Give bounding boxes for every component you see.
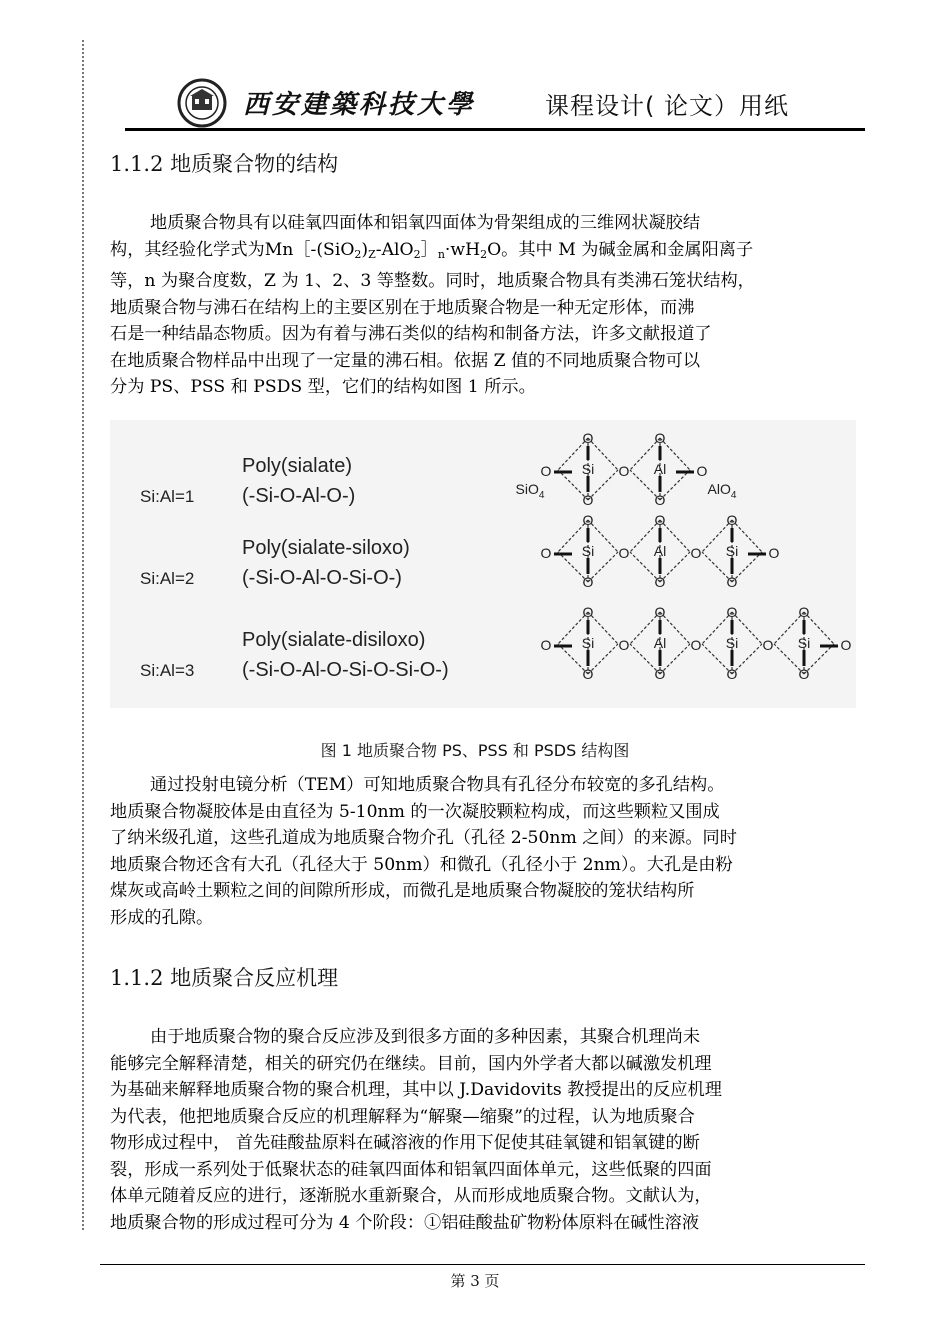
bridging-oxygen-atom: O xyxy=(690,545,702,561)
section-heading-mechanism: 1.1.2 地质聚合反应机理 xyxy=(110,966,339,990)
alo4-label: AlO$_4$ xyxy=(707,481,737,501)
polymer-formula-2: (-Si-O-Al-O-Si-O-) xyxy=(242,567,402,589)
bridging-oxygen-atom: O xyxy=(618,463,630,479)
oxygen-atom: O xyxy=(582,512,594,528)
page-number: 第 3 页 xyxy=(450,1272,500,1290)
text-line: 为代表，他把地质聚合反应的机理解释为“解聚—缩聚”的过程，认为地质聚合 xyxy=(110,1106,695,1127)
section-heading-structure: 1.1.2 地质聚合物的结构 xyxy=(110,152,339,176)
text-line: 地质聚合物与沸石在结构上的主要区别在于地质聚合物是一种无定形体，而沸 xyxy=(110,297,695,318)
text-line: 为基础来解释地质聚合物的聚合机理，其中以 J.Davidovits 教授提出的反应机理 xyxy=(110,1080,722,1100)
oxygen-atom: O xyxy=(768,545,780,561)
text-line: 地质聚合物具有以硅氧四面体和铝氧四面体为骨架组成的三维网状凝胶结 xyxy=(150,213,701,233)
footer-rule xyxy=(100,1264,865,1265)
oxygen-atom: O xyxy=(798,666,810,682)
oxygen-atom: O xyxy=(654,604,666,620)
paragraph-mechanism xyxy=(110,1024,858,1236)
polymer-name-1: Poly(sialate) xyxy=(242,455,353,477)
polymer-name-3: Poly(sialate-disiloxo) xyxy=(242,629,426,651)
paper-type-title: 课程设计( 论文）用纸 xyxy=(545,92,789,120)
silicon-atom: Si xyxy=(581,461,595,477)
page-header xyxy=(125,72,865,134)
oxygen-atom: O xyxy=(726,574,738,590)
oxygen-atom: O xyxy=(696,463,708,479)
text-line: 地质聚合物的形成过程可分为 4 个阶段：①铝硅酸盐矿物粉体原料在碱性溶液 xyxy=(110,1212,700,1233)
ratio-label-2: Si:Al=2 xyxy=(140,569,195,588)
structure-figure xyxy=(110,420,856,708)
text-line: 构，其经验化学式为$Mn[-(SiO_2)_Z-AlO_2]_n\cdot wH_2O$。其中 M 为碱金属和金属阳离子 xyxy=(110,239,754,261)
binding-dotted-line xyxy=(82,40,84,1230)
oxygen-atom: O xyxy=(582,492,594,508)
text-line: 由于地质聚合物的聚合反应涉及到很多方面的多种因素，其聚合机理尚未 xyxy=(150,1027,701,1047)
text-line: 裂，形成一系列处于低聚状态的硅氧四面体和铝氧四面体单元，这些低聚的四面 xyxy=(110,1159,712,1180)
text-line: 地质聚合物凝胶体是由直径为 5-10nm 的一次凝胶颗粒构成，而这些颗粒又围成 xyxy=(110,801,720,822)
text-line: 能够完全解释清楚，相关的研究仍在继续。目前，国内外学者大都以碱激发机理 xyxy=(110,1053,712,1074)
school-name: 西安建築科技大學 xyxy=(243,90,476,120)
text-line: 通过投射电镜分析（TEM）可知地质聚合物具有孔径分布较宽的多孔结构。 xyxy=(150,775,725,795)
oxygen-atom: O xyxy=(654,666,666,682)
text-line: 物形成过程中， 首先硅酸盐原料在碱溶液的作用下促使其硅氧键和铝氧键的断 xyxy=(110,1133,700,1153)
polymer-formula-1: (-Si-O-Al-O-) xyxy=(242,485,356,507)
oxygen-atom: O xyxy=(726,604,738,620)
oxygen-atom: O xyxy=(726,666,738,682)
silicon-atom: Si xyxy=(725,543,739,559)
university-logo xyxy=(177,78,227,128)
bridging-oxygen-atom: O xyxy=(690,637,702,653)
oxygen-atom: O xyxy=(582,574,594,590)
silicon-atom: Si xyxy=(581,635,595,651)
polymer-formula-3: (-Si-O-Al-O-Si-O-Si-O-) xyxy=(242,659,449,681)
ratio-label-3: Si:Al=3 xyxy=(140,661,195,680)
polymer-name-2: Poly(sialate-siloxo) xyxy=(242,537,410,559)
paragraph-tem xyxy=(110,772,858,931)
silicon-atom: Si xyxy=(581,543,595,559)
oxygen-atom: O xyxy=(726,512,738,528)
bridging-oxygen-atom: O xyxy=(618,637,630,653)
oxygen-atom: O xyxy=(540,463,552,479)
oxygen-atom: O xyxy=(654,574,666,590)
oxygen-atom: O xyxy=(798,604,810,620)
text-line: 分为 PS、PSS 和 PSDS 型，它们的结构如图 1 所示。 xyxy=(110,377,536,397)
oxygen-atom: O xyxy=(654,512,666,528)
oxygen-atom: O xyxy=(540,637,552,653)
text-line: 在地质聚合物样品中出现了一定量的沸石相。依据 Z 值的不同地质聚合物可以 xyxy=(110,350,701,371)
oxygen-atom: O xyxy=(654,492,666,508)
text-line: 形成的孔隙。 xyxy=(110,907,214,928)
oxygen-atom: O xyxy=(582,604,594,620)
figure-caption: 图 1 地质聚合物 PS、PSS 和 PSDS 结构图 xyxy=(320,741,630,760)
silicon-atom: Si xyxy=(797,635,811,651)
sio4-label: SiO$_4$ xyxy=(515,481,545,501)
text-line: 石是一种结晶态物质。因为有着与沸石类似的结构和制备方法，许多文献报道了 xyxy=(110,324,712,344)
bridging-oxygen-atom: O xyxy=(762,637,774,653)
oxygen-atom: O xyxy=(840,637,852,653)
text-line: 等，n 为聚合度数，Z 为 1、2、3 等整数。同时，地质聚合物具有类沸石笼状结构， xyxy=(110,271,755,291)
oxygen-atom: O xyxy=(654,430,666,446)
ratio-label-1: Si:Al=1 xyxy=(140,487,195,506)
silicon-atom: Si xyxy=(725,635,739,651)
subscript: 4 xyxy=(538,490,545,501)
bridging-oxygen-atom: O xyxy=(618,545,630,561)
aluminum-atom: Al xyxy=(653,635,667,651)
oxygen-atom: O xyxy=(582,666,594,682)
text-line: 了纳米级孔道，这些孔道成为地质聚合物介孔（孔径 2-50nm 之间）的来源。同时 xyxy=(110,828,737,848)
aluminum-atom: Al xyxy=(653,543,667,559)
oxygen-atom: O xyxy=(582,430,594,446)
text-line: 煤灰或高岭土颗粒之间的间隙所形成，而微孔是地质聚合物凝胶的笼状结构所 xyxy=(110,881,695,901)
paragraph-structure xyxy=(110,210,858,401)
oxygen-atom: O xyxy=(540,545,552,561)
subscript: 4 xyxy=(730,490,737,501)
text-line: 地质聚合物还含有大孔（孔径大于 50nm）和微孔（孔径小于 2nm）。大孔是由粉 xyxy=(110,854,733,875)
text-line: 体单元随着反应的进行，逐渐脱水重新聚合，从而形成地质聚合物。文献认为， xyxy=(110,1186,712,1206)
aluminum-atom: Al xyxy=(653,461,667,477)
header-rule xyxy=(125,128,865,131)
polymer-structure-diagram xyxy=(110,420,856,708)
